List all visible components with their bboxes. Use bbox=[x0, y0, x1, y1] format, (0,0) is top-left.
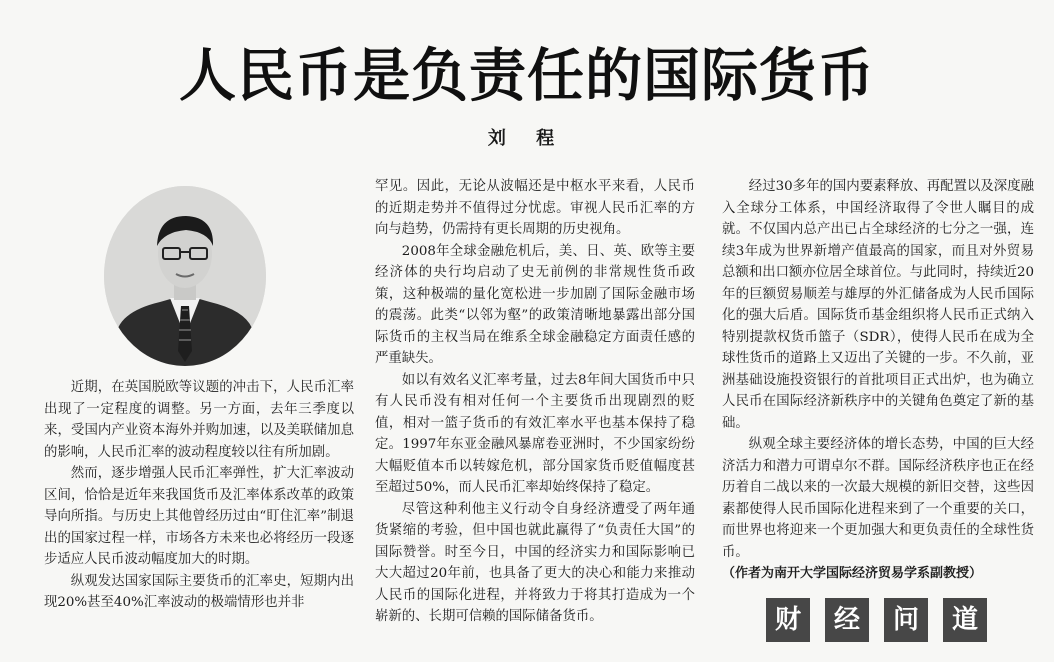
article-paragraph: 2008年全球金融危机后，美、日、英、欧等主要经济体的央行均启动了史无前例的非常规性货币政策，这种极端的量化宽松进一步加剧了国际金融市场的震荡。此类“以邻为壑”的政策清晰地暴露出部分国际货币的主权当局在维系全球金融稳定方面责任感的严重缺失。 bbox=[375, 243, 695, 366]
article-paragraph: 纵观全球主要经济体的增长态势，中国的巨大经济活力和潜力可谓卓尔不群。国际经济秩序也正在经历着自二战以来的一次最大规模的新旧交替，这些因素都使得人民币国际化进程来到了一个重要的关口，而世界也将迎来一个更加强大和更负责任的全球性货币。 bbox=[722, 437, 1034, 560]
author-affiliation-note: （作者为南开大学国际经济贸易学系副教授） bbox=[722, 566, 983, 581]
article-headline: 人民币是负责任的国际货币 bbox=[179, 43, 875, 109]
column-tag-char: 问 bbox=[884, 598, 928, 642]
column-tag-char: 道 bbox=[943, 598, 987, 642]
article-column-2 bbox=[375, 176, 695, 628]
article-column-1 bbox=[44, 377, 354, 614]
column-section-tag bbox=[766, 598, 987, 642]
article-paragraph: 然而，逐步增强人民币汇率弹性，扩大汇率波动区间，恰恰是近年来我国货币及汇率体系改革的政策导向所指。与历史上其他曾经历过由“盯住汇率”制退出的国家过程一样，市场各方未来也必将经历一段逐步适应人民币波动幅度加大的时期。 bbox=[44, 466, 354, 567]
article-paragraph: 罕见。因此，无论从波幅还是中枢水平来看，人民币的近期走势并不值得过分忧虑。审视人民币汇率的方向与趋势，仍需持有更长周期的历史视角。 bbox=[375, 179, 695, 237]
article-column-3 bbox=[722, 176, 1034, 585]
article-paragraph: 纵观发达国家国际主要货币的汇率史，短期内出现20%甚至40%汇率波动的极端情形也并非 bbox=[44, 573, 354, 610]
article-paragraph: 经过30多年的国内要素释放、再配置以及深度融入全球分工体系，中国经济取得了令世人瞩目的成就。不仅国内总产出已占全球经济的七分之一强，连续3年成为世界新增产值最高的国家，而且对外贸易总额和出口额亦位居全球首位。与此同时，持续近20年的巨额贸易顺差与雄厚的外汇储备成为人民币国际化的强大后盾。国际货币基金组织将人民币正式纳入特别提款权货币篮子（SDR），使得人民币在成为全球性货币的道路上又迈出了关键的一步。不久前，亚洲基础设施投资银行的首批项目正式出炉，也为确立人民币在国际经济新秩序中的关键角色奠定了新的基础。 bbox=[722, 179, 1034, 431]
author-photo bbox=[104, 186, 266, 366]
column-tag-char: 经 bbox=[825, 598, 869, 642]
article-paragraph: 近期，在英国脱欧等议题的冲击下，人民币汇率出现了一定程度的调整。另一方面，去年三季度以来，受国内产业资本海外并购加速，以及美联储加息的影响，人民币汇率的波动程度较以往有所加剧。 bbox=[44, 380, 354, 460]
article-paragraph: 尽管这种利他主义行动令自身经济遭受了两年通货紧缩的考验，但中国也就此赢得了“负责任大国”的国际赞誉。时至今日，中国的经济实力和国际影响已大大超过20年前，也具备了更大的决心和能力来推动人民币的国际化进程，并将致力于将其打造成为一个崭新的、长期可信赖的国际储备货币。 bbox=[375, 501, 695, 624]
author-byline: 刘 程 bbox=[487, 128, 567, 149]
article-paragraph: 如以有效名义汇率考量，过去8年间大国货币中只有人民币没有相对任何一个主要货币出现剧烈的贬值，相对一篮子货币的有效汇率水平也基本保持了稳定。1997年东亚金融风暴席卷亚洲时，不少国家纷纷大幅贬值本币以转嫁危机，部分国家货币贬值幅度甚至超过50%，而人民币汇率却始终保持了稳定。 bbox=[375, 372, 695, 495]
column-tag-char: 财 bbox=[766, 598, 810, 642]
